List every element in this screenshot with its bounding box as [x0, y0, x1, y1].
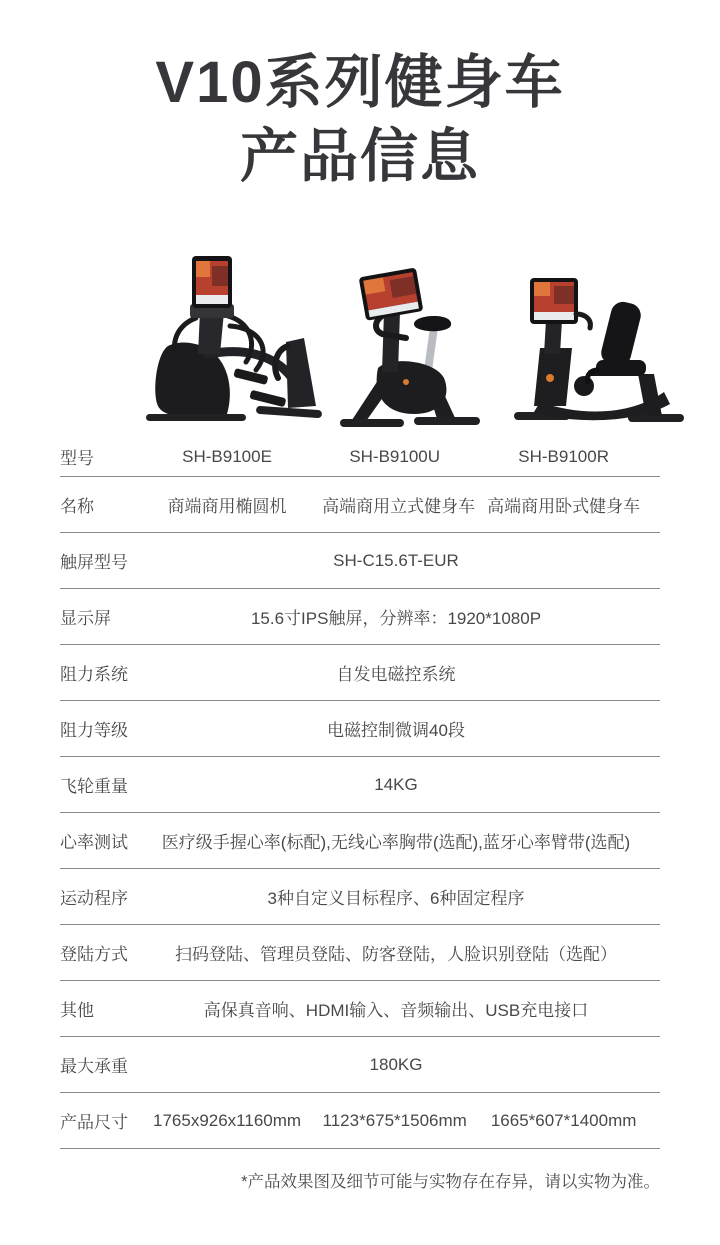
- spec-value: 高端商用卧式健身车: [487, 497, 641, 517]
- product-images-row: [60, 252, 660, 434]
- spec-table: [60, 437, 660, 1149]
- spec-label: 显示屏: [60, 609, 111, 629]
- spec-value: SH-B9100U: [349, 446, 441, 466]
- spec-row-other: [60, 981, 660, 1037]
- spec-row-display: [60, 589, 660, 645]
- spec-label: 飞轮重量: [60, 777, 128, 797]
- spec-label: 心率测试: [60, 833, 128, 853]
- spec-value: 1665*607*1400mm: [490, 1110, 637, 1130]
- spec-row-heart-rate: [60, 813, 660, 869]
- spec-row-name: [60, 477, 660, 533]
- spec-value: 自发电磁控系统: [336, 665, 456, 685]
- spec-row-resistance-system: [60, 645, 660, 701]
- spec-value: 高保真音响、HDMI输入、音频输出、USB充电接口: [203, 1001, 589, 1021]
- spec-value: 扫码登陆、管理员登陆、防客登陆，人脸识别登陆（选配）: [175, 945, 617, 965]
- spec-row-dimensions: [60, 1093, 660, 1149]
- spec-value: 高端商用立式健身车: [322, 497, 476, 517]
- spec-value: 15.6寸IPS触屏，分辨率：1920*1080P: [250, 609, 542, 629]
- spec-value: 1123*675*1506mm: [322, 1110, 467, 1130]
- spec-value: 电磁控制微调40段: [327, 721, 465, 741]
- spec-row-model: [60, 437, 660, 477]
- console-screen: [530, 278, 578, 324]
- spec-label: 产品尺寸: [60, 1113, 128, 1133]
- spec-row-max-load: [60, 1037, 660, 1093]
- page-title-line1: V10系列健身车: [155, 50, 565, 115]
- spec-row-programs: [60, 869, 660, 925]
- spec-value: 医疗级手握心率(标配),无线心率胸带(选配),蓝牙心率臂带(选配): [161, 833, 631, 853]
- console-screen: [192, 256, 232, 308]
- spec-row-flywheel-weight: [60, 757, 660, 813]
- elliptical-machine-image: [138, 254, 328, 432]
- spec-value: SH-B9100R: [518, 446, 609, 466]
- spec-value: SH-C15.6T-EUR: [333, 550, 459, 570]
- spec-label: 阻力系统: [60, 665, 128, 685]
- spec-label: 触屏型号: [60, 553, 128, 573]
- disclaimer-footnote: *产品效果图及细节可能与实物存在存异，请以实物为准。: [241, 1173, 660, 1192]
- spec-row-resistance-levels: [60, 701, 660, 757]
- spec-label: 阻力等级: [60, 721, 128, 741]
- spec-value: 1765x926x1160mm: [153, 1110, 302, 1130]
- page-title-line2: 产品信息: [239, 124, 480, 190]
- spec-value: 3种自定义目标程序、6种固定程序: [267, 889, 525, 909]
- spec-value: 商端商用椭圆机: [167, 497, 287, 517]
- spec-value: 180KG: [369, 1054, 423, 1074]
- spec-row-login-methods: [60, 925, 660, 981]
- page-title: [60, 0, 660, 194]
- spec-label: 最大承重: [60, 1057, 128, 1077]
- spec-label: 型号: [60, 449, 94, 469]
- console-screen: [359, 268, 424, 321]
- spec-row-touchscreen-model: [60, 533, 660, 589]
- recumbent-bike-image: [510, 274, 688, 432]
- spec-value: SH-B9100E: [182, 446, 272, 466]
- spec-label: 运动程序: [60, 889, 128, 909]
- spec-label: 名称: [60, 497, 94, 517]
- spec-label: 其他: [60, 1001, 94, 1021]
- upright-bike-image: [334, 264, 486, 432]
- spec-value: 14KG: [374, 774, 418, 794]
- spec-label: 登陆方式: [60, 945, 128, 965]
